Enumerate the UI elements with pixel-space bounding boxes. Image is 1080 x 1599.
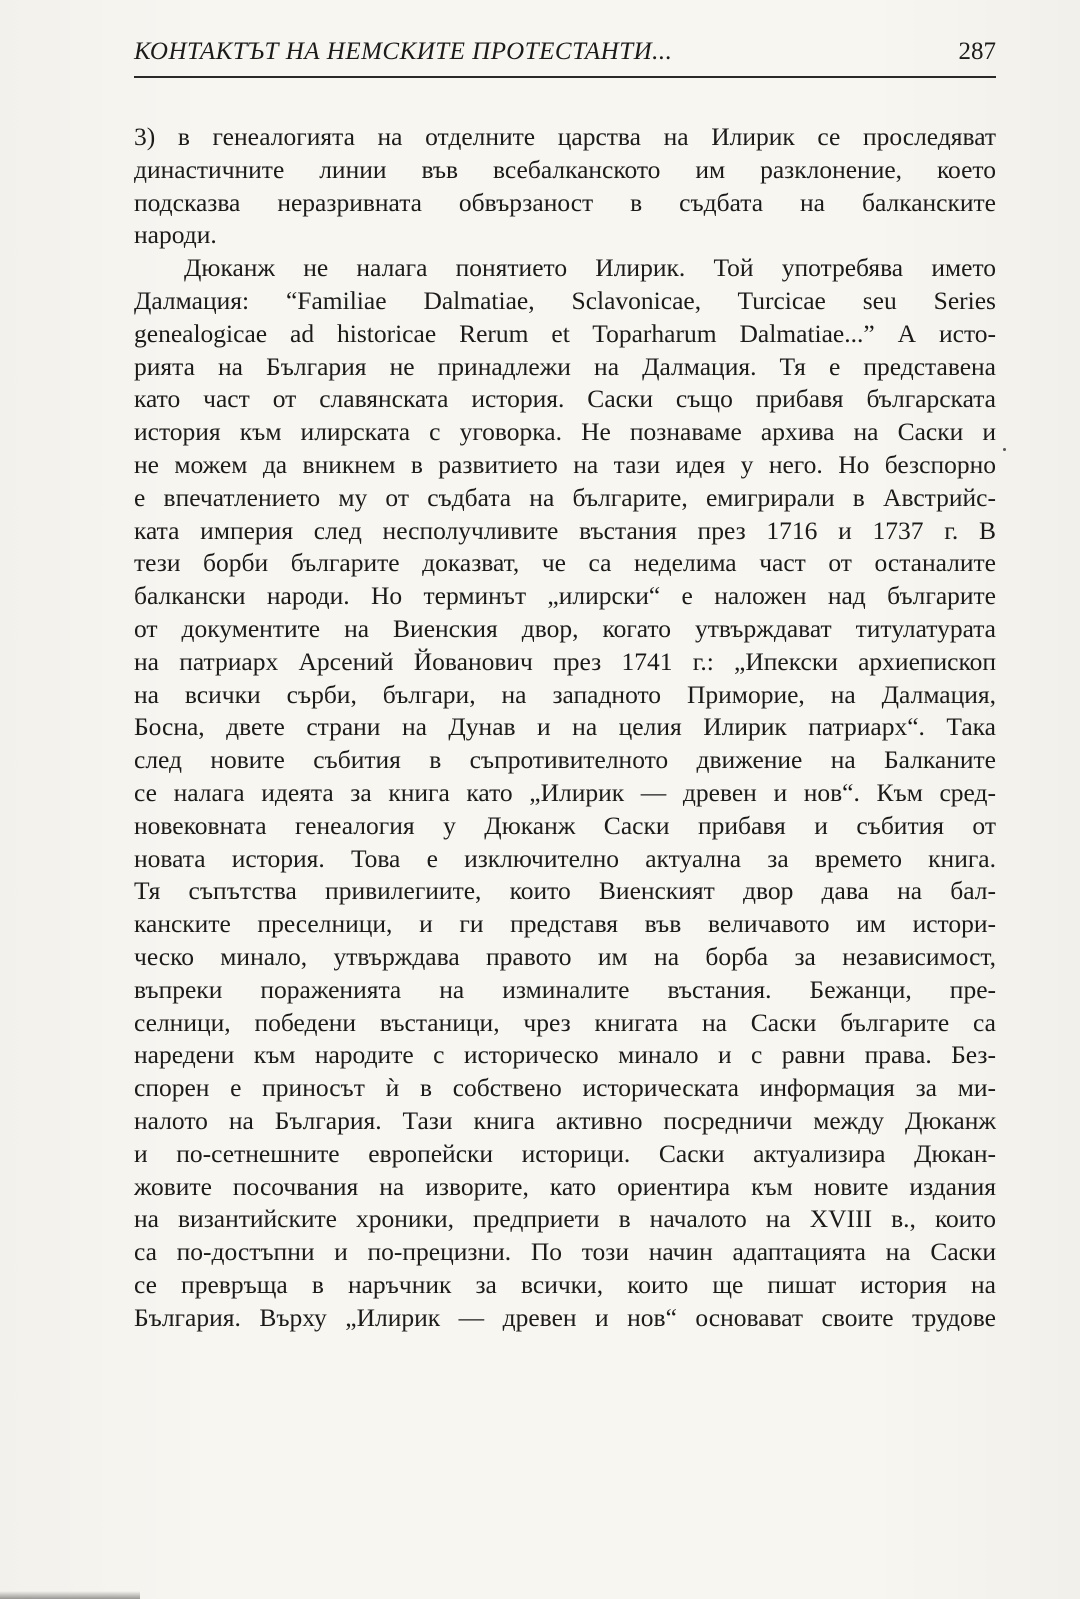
text-line: канските преселници, и ги представя във величавото им истори- [134,909,996,939]
text-line: Босна, двете страни на Дунав и на целия Илирик патриарх“. Така [134,712,996,742]
text-line: Далмация: “Familiae Dalmatiae, Sclavonicae, Turcicae seu Series [134,285,996,315]
text-line: тези борби българите доказват, че са неделима част от останалите [134,548,996,578]
text-line: жовите посочвания на изворите, като ориентира към новите издания [134,1171,996,1201]
text-line: и по-сетнешните европейски историци. Саски актуализира Дюкан- [134,1138,996,1168]
text-line: genealogicae ad historicae Rerum et Toparharum Dalmatiae...” А исто- [134,318,996,348]
text-line: Тя съпътства привилегиите, които Виенският двор дава на бал- [134,876,996,906]
text-line: се налага идеята за книга като „Илирик — древен и нов“. Към сред- [134,777,996,807]
text-line: народи. [134,220,217,250]
text-line: налото на България. Тази книга активно посредничи между Дюканж [134,1105,996,1135]
text-line: Дюканж не налага понятието Илирик. Той употребява името [184,253,996,283]
text-line: след новите събития в съпротивителното движение на Балканите [134,745,996,775]
text-line: ката империя след несполучливите въстания през 1716 и 1737 г. В [134,515,996,545]
text-line: история към илирската с уговорка. Не познаваме архива на Саски и [134,417,996,447]
text-line: от документите на Виенския двор, когато утвърждават титулатурата [134,613,996,643]
text-line: рията на България не принадлежи на Далмация. Тя е представена [134,351,996,381]
paragraph-2 [134,252,996,1334]
text-line: се превръща в наръчник за всички, които ще пишат история на [134,1269,996,1299]
paragraph-1 [134,121,996,252]
scan-edge-shadow [0,1591,140,1599]
text-line: балкански народи. Но терминът „илирски“ е наложен над българите [134,581,996,611]
page-number: 287 [958,38,996,65]
text-line: селници, победени въстаници, чрез книгата на Саски българите са [134,1007,996,1037]
text-line: новата история. Това е изключително актуална за времето книга. [134,843,996,873]
text-line: не можем да вникнем в развитието на тази идея у него. Но безспорно [134,449,996,479]
text-line: 3) в генеалогията на отделните царства на Илирик се проследяват [134,122,996,151]
text-line: на византийските хроники, предприети в началото на XVIII в., които [134,1204,996,1234]
running-title: КОНТАКТЪТ НА НЕМСКИТЕ ПРОТЕСТАНТИ... [134,38,673,65]
text-line: на всички сърби, българи, на западното Приморие, на Далмация, [134,679,996,709]
text-line: наредени към народите с историческо минало и с равни права. Без- [134,1040,996,1070]
text-line: подсказва неразривната обвързаност в съдбата на балканските [134,187,996,217]
text-line: на патриарх Арсений Йованович през 1741 г.: „Ипекски архиепископ [134,646,996,676]
text-line: спорен е приносът ѝ в собствено историческата информация за ми- [134,1073,996,1103]
text-line: въпреки пораженията на изминалите въстания. Бежанци, пре- [134,974,996,1004]
margin-speck [1003,448,1006,451]
text-line: новековната генеалогия у Дюканж Саски прибавя и събития от [134,810,996,840]
body-text [134,121,996,1334]
text-line: ческо минало, утвърждава правото им на борба за независимост, [134,941,996,971]
text-line: е впечатлението му от съдбата на българите, емигрирали в Австрийс- [134,482,996,512]
text-line: България. Върху „Илирик — древен и нов“ основават своите трудове [134,1302,996,1332]
text-line: като част от славянската история. Саски също прибавя българската [134,384,996,414]
text-line: династичните линии във всебалканското им разклонение, което [134,154,996,184]
text-line: са по-достъпни и по-прецизни. По този начин адаптацията на Саски [134,1237,996,1267]
running-head [134,36,996,78]
